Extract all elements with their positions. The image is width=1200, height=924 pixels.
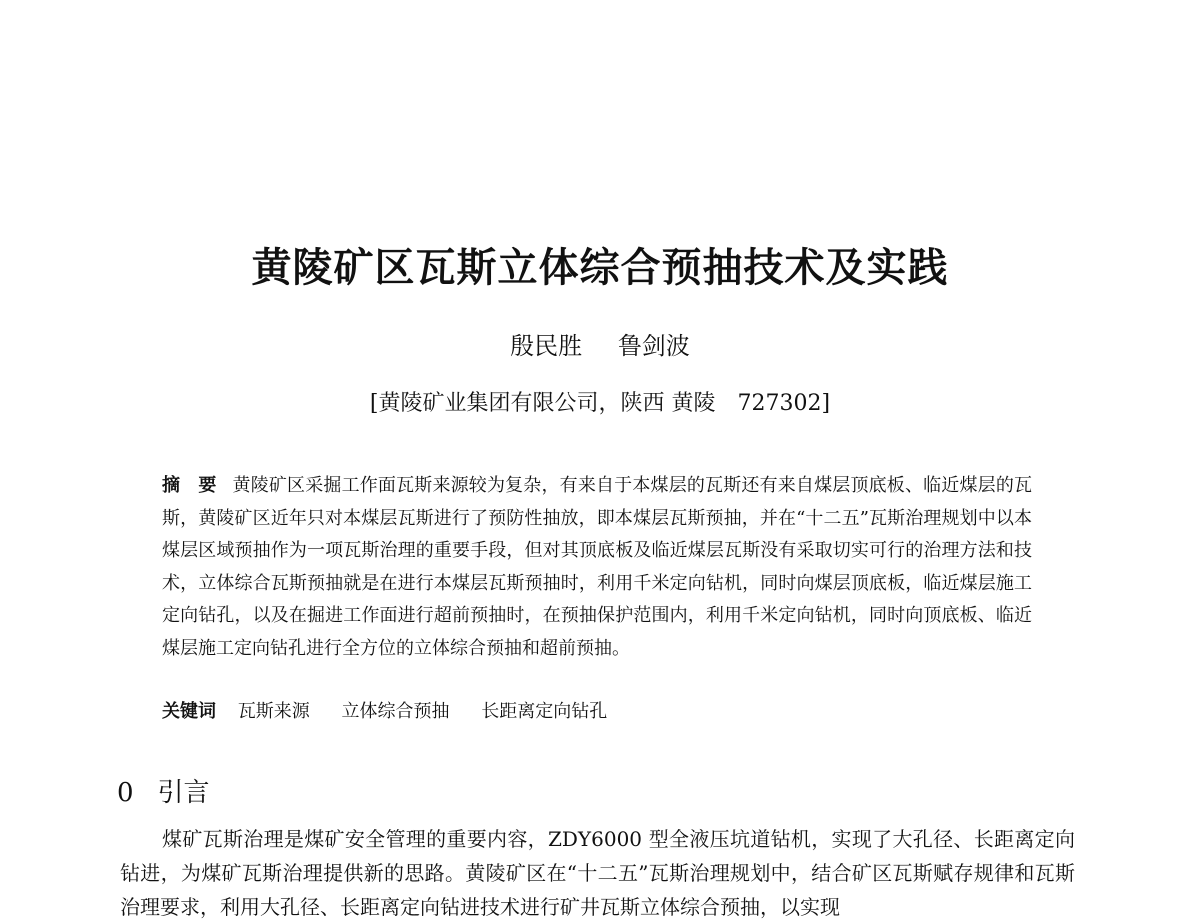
body-paragraph: 煤矿瓦斯治理是煤矿安全管理的重要内容，ZDY6000 型全液压坑道钻机，实现了大孔径、长距离定向钻进，为煤矿瓦斯治理提供新的思路。黄陵矿区在“十二五”瓦斯治理规划中，结合矿区瓦斯赋存规律和瓦斯治理要求，利用大孔径、长距离定向钻进技术进行矿井瓦斯立体综合预抽，以实现 bbox=[120, 827, 1075, 919]
section-number: 0 bbox=[117, 778, 134, 808]
keyword-item: 瓦斯来源 bbox=[237, 701, 310, 722]
paper-title: 黄陵矿区瓦斯立体综合预抽技术及实践 bbox=[251, 245, 949, 291]
author-name: 鲁剑波 bbox=[617, 332, 690, 360]
section-heading bbox=[117, 772, 210, 809]
keyword-item: 长距离定向钻孔 bbox=[481, 701, 608, 722]
abstract bbox=[162, 470, 1032, 666]
author-list bbox=[0, 326, 1200, 361]
section-title: 引言 bbox=[157, 778, 210, 808]
abstract-label: 摘 要 bbox=[162, 475, 217, 496]
keywords bbox=[162, 697, 1032, 723]
abstract-text: 黄陵矿区采掘工作面瓦斯来源较为复杂，有来自于本煤层的瓦斯还有来自煤层顶底板、临近煤层的瓦斯，黄陵矿区近年只对本煤层瓦斯进行了预防性抽放，即本煤层瓦斯预抽，并在“十二五”瓦斯治理规划中以本煤层区域预抽作为一项瓦斯治理的重要手段，但对其顶底板及临近煤层瓦斯没有采取切实可行的治理方法和技术，立体综合瓦斯预抽就是在进行本煤层瓦斯预抽时，利用千米定向钻机，同时向煤层顶底板，临近煤层施工定向钻孔，以及在掘进工作面进行超前预抽时，在预抽保护范围内，利用千米定向钻机，同时向顶底板、临近煤层施工定向钻孔进行全方位的立体综合预抽和超前预抽。 bbox=[162, 475, 1033, 659]
affiliation: [黄陵矿业集团有限公司，陕西 黄陵 727302] bbox=[369, 391, 831, 416]
keywords-label: 关键词 bbox=[162, 701, 216, 722]
keyword-item: 立体综合预抽 bbox=[341, 701, 450, 722]
author-name: 殷民胜 bbox=[510, 332, 583, 360]
